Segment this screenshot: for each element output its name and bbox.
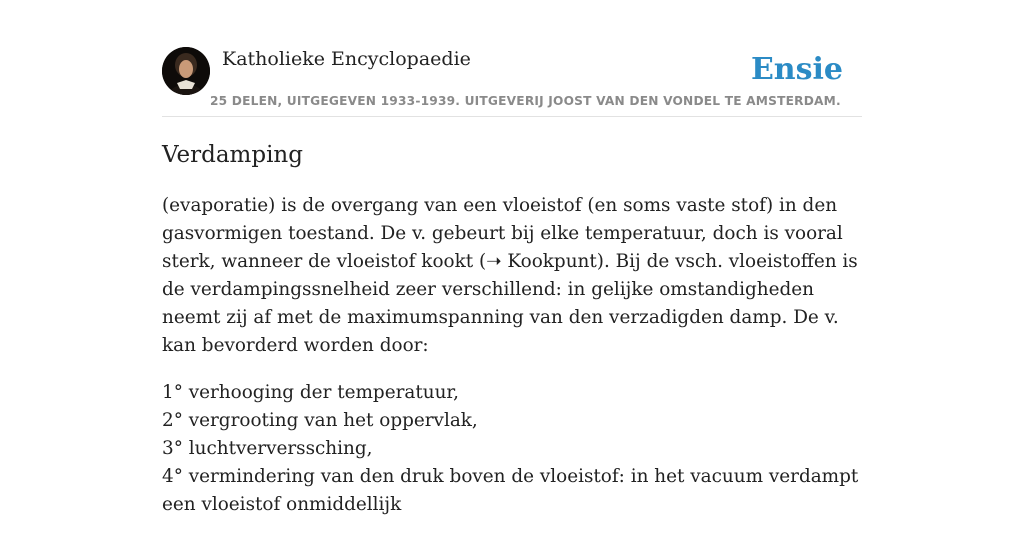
article-list <box>162 379 862 519</box>
article-paragraph: (evaporatie) is de overgang van een vloeistof (en soms vaste stof) in den gasvormigen toestand. De v. gebeurt bij elke temperatuur, doch is vooral sterk, wanneer de vloeistof kookt (➝ Kookpunt). Bij de vsch. vloeistoffen is de verdampingssnelheid zeer verschillend: in gelijke omstandigheden neemt zij af met de maximumspanning van den verzadigden damp. De v. kan bevorderd worden door: <box>162 195 858 356</box>
page-title: Verdamping <box>162 142 303 168</box>
list-item: 3° luchtververssching, <box>162 438 373 459</box>
list-item: 1° verhooging der temperatuur, <box>162 382 460 403</box>
site-title[interactable]: Katholieke Encyclopaedie <box>222 48 471 70</box>
site-header <box>162 44 862 117</box>
article-body <box>162 192 862 538</box>
portrait-avatar[interactable] <box>162 47 210 95</box>
list-item: 2° vergrooting van het oppervlak, <box>162 410 478 431</box>
site-subtitle: 25 DELEN, UITGEGEVEN 1933-1939. UITGEVERIJ JOOST VAN DEN VONDEL TE AMSTERDAM. <box>210 94 841 108</box>
brand-logo[interactable]: Ensie <box>750 52 843 87</box>
portrait-icon <box>162 47 210 95</box>
list-item: 4° vermindering van den druk boven de vloeistof: in het vacuum verdampt een vloeistof onmiddellijk <box>162 466 859 515</box>
